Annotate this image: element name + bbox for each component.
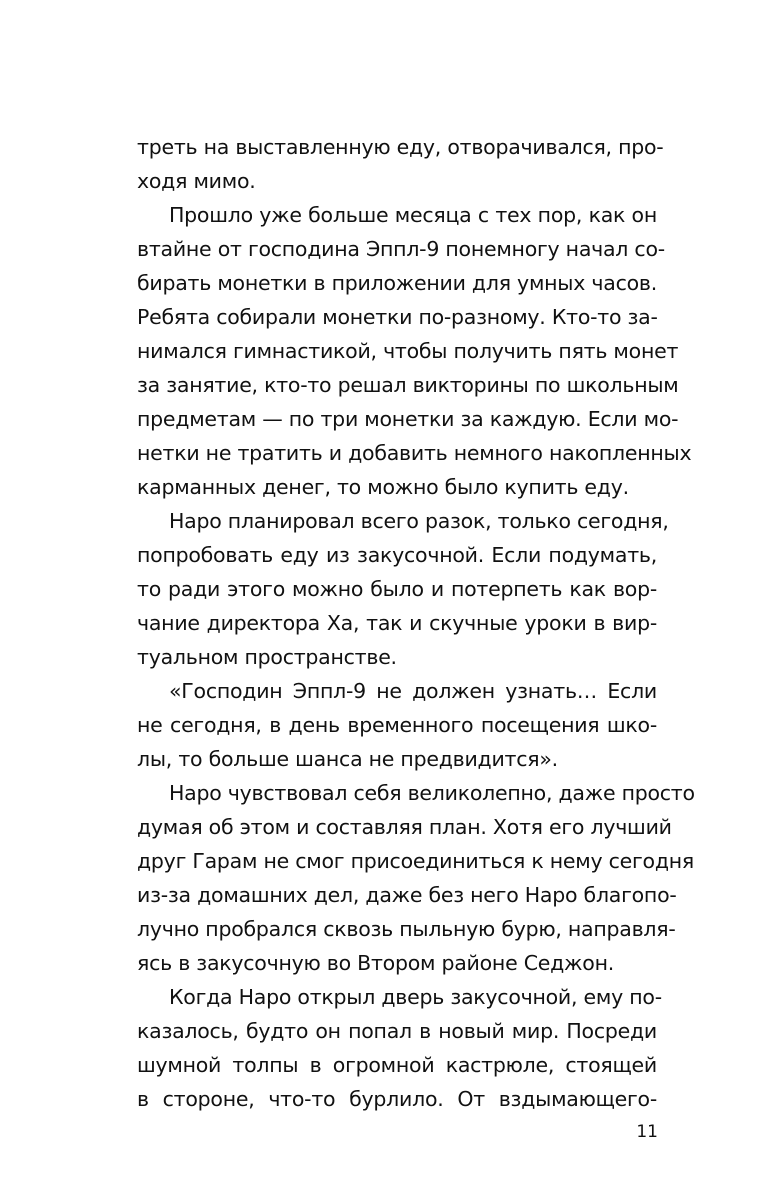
text-line: «Господин Эппл-9 не должен узнать… Если — [169, 679, 657, 703]
text-line: Прошло уже больше месяца с тех пор, как он — [169, 203, 657, 227]
text-line: казалось, будто он попал в новый мир. Посреди — [137, 1019, 657, 1043]
paragraph — [137, 130, 664, 198]
text-line: Ребята собирали монетки по-разному. Кто-то за- — [137, 305, 658, 329]
paragraph — [137, 504, 669, 674]
text-line: друг Гарам не смог присоединиться к нему сегодня — [137, 849, 694, 873]
body-text — [137, 130, 695, 1116]
text-line: попробовать еду из закусочной. Если подумать, — [137, 543, 657, 567]
text-line: чание директора Ха, так и скучные уроки в вир- — [137, 611, 657, 635]
text-line: лучно пробрался сквозь пыльную бурю, направля- — [137, 917, 676, 941]
text-line: Наро чувствовал себя великолепно, даже просто — [169, 781, 695, 805]
text-line: бирать монетки в приложении для умных часов. — [137, 271, 657, 295]
text-line: карманных денег, то можно было купить еду. — [137, 475, 629, 499]
text-line: предметам — по три монетки за каждую. Если мо- — [137, 407, 679, 431]
text-line: нетки не тратить и добавить немного накопленных — [137, 441, 692, 465]
paragraph — [137, 980, 662, 1116]
text-line: то ради этого можно было и потерпеть как вор- — [137, 577, 657, 601]
text-line: ходя мимо. — [137, 169, 256, 193]
text-line: шумной толпы в огромной кастрюле, стоящей — [137, 1053, 657, 1077]
text-line: в стороне, что-то бурлило. От вздымающего- — [137, 1087, 657, 1111]
text-line: ясь в закусочную во Втором районе Седжон. — [137, 951, 614, 975]
text-line: из-за домашних дел, даже без него Наро благопо- — [137, 883, 677, 907]
text-line: Когда Наро открыл дверь закусочной, ему по- — [169, 985, 662, 1009]
text-line: втайне от господина Эппл-9 понемногу начал со- — [137, 237, 665, 261]
text-line: туальном пространстве. — [137, 645, 397, 669]
page-number: 11 — [636, 1122, 658, 1142]
text-line: треть на выставленную еду, отворачивался, про- — [137, 135, 664, 159]
paragraph — [137, 776, 695, 980]
text-line: нимался гимнастикой, чтобы получить пять монет — [137, 339, 679, 363]
paragraph — [137, 198, 692, 504]
text-line: лы, то больше шанса не предвидится». — [137, 747, 558, 771]
paragraph — [137, 674, 657, 776]
text-line: не сегодня, в день временного посещения шко- — [137, 713, 657, 737]
text-line: думая об этом и составляя план. Хотя его лучший — [137, 815, 672, 839]
text-line: за занятие, кто-то решал викторины по школьным — [137, 373, 679, 397]
text-line: Наро планировал всего разок, только сегодня, — [169, 509, 669, 533]
